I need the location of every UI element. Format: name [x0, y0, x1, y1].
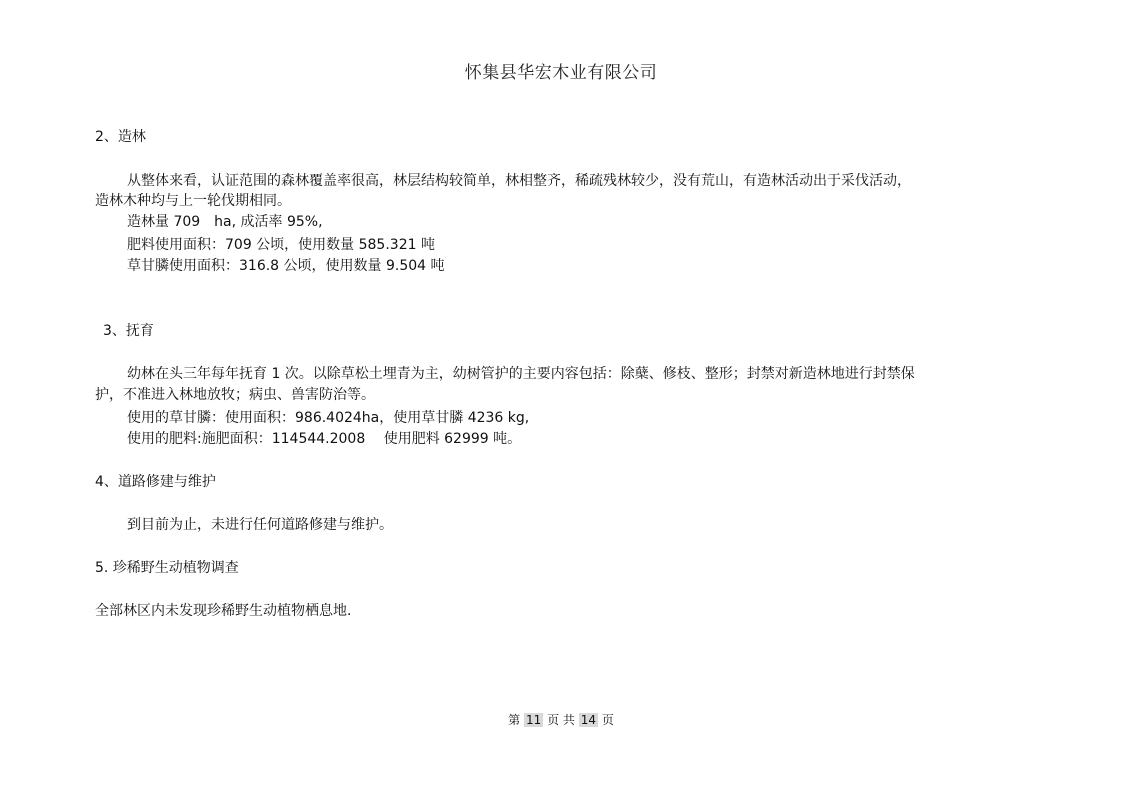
tending-glyphosate: 使用的草甘膦：使用面积：986.4024ha，使用草甘膦 4236 kg, [127, 410, 530, 426]
afforestation-fertilizer: 肥料使用面积：709 公顷，使用数量 585.321 吨 [127, 237, 435, 253]
afforestation-glyphosate: 草甘膦使用面积：316.8 公顷，使用数量 9.504 吨 [127, 258, 445, 274]
section-heading-afforestation: 2、造林 [95, 129, 146, 145]
wildlife-text: 全部林区内未发现珍稀野生动植物栖息地. [95, 603, 352, 619]
company-header: 怀集县华宏木业有限公司 [464, 63, 658, 83]
section-heading-tending: 3、抚育 [103, 323, 154, 339]
tending-paragraph-line1: 幼林在头三年每年抚育 1 次。以除草松土埋青为主，幼树管护的主要内容包括：除蘖、修枝、整形；封禁对新造林地进行封禁保 [127, 366, 915, 382]
total-page-number: 14 [580, 713, 597, 727]
section-heading-wildlife: 5. 珍稀野生动植物调查 [95, 560, 239, 576]
footer-suffix: 页 [601, 713, 614, 727]
afforestation-paragraph-line1: 从整体来看，认证范围的森林覆盖率很高，林层结构较简单，林相整齐，稀疏残林较少，没有荒山，有造林活动出于采伐活动， [127, 173, 911, 189]
section-heading-roads: 4、道路修建与维护 [95, 474, 216, 490]
roads-text: 到目前为止，未进行任何道路修建与维护。 [127, 517, 393, 533]
footer-middle: 页 共 [547, 713, 575, 727]
tending-fertilizer: 使用的肥料:施肥面积：114544.2008 使用肥料 62999 吨。 [127, 431, 522, 447]
page-footer [0, 711, 1122, 729]
afforestation-area: 造林量 709 ha, 成活率 95%, [127, 214, 323, 230]
current-page-number: 11 [525, 713, 542, 727]
footer-prefix: 第 [508, 713, 521, 727]
tending-paragraph-line2: 护，不准进入林地放牧；病虫、兽害防治等。 [95, 387, 375, 403]
afforestation-paragraph-line2: 造林木种均与上一轮伐期相同。 [95, 193, 291, 209]
